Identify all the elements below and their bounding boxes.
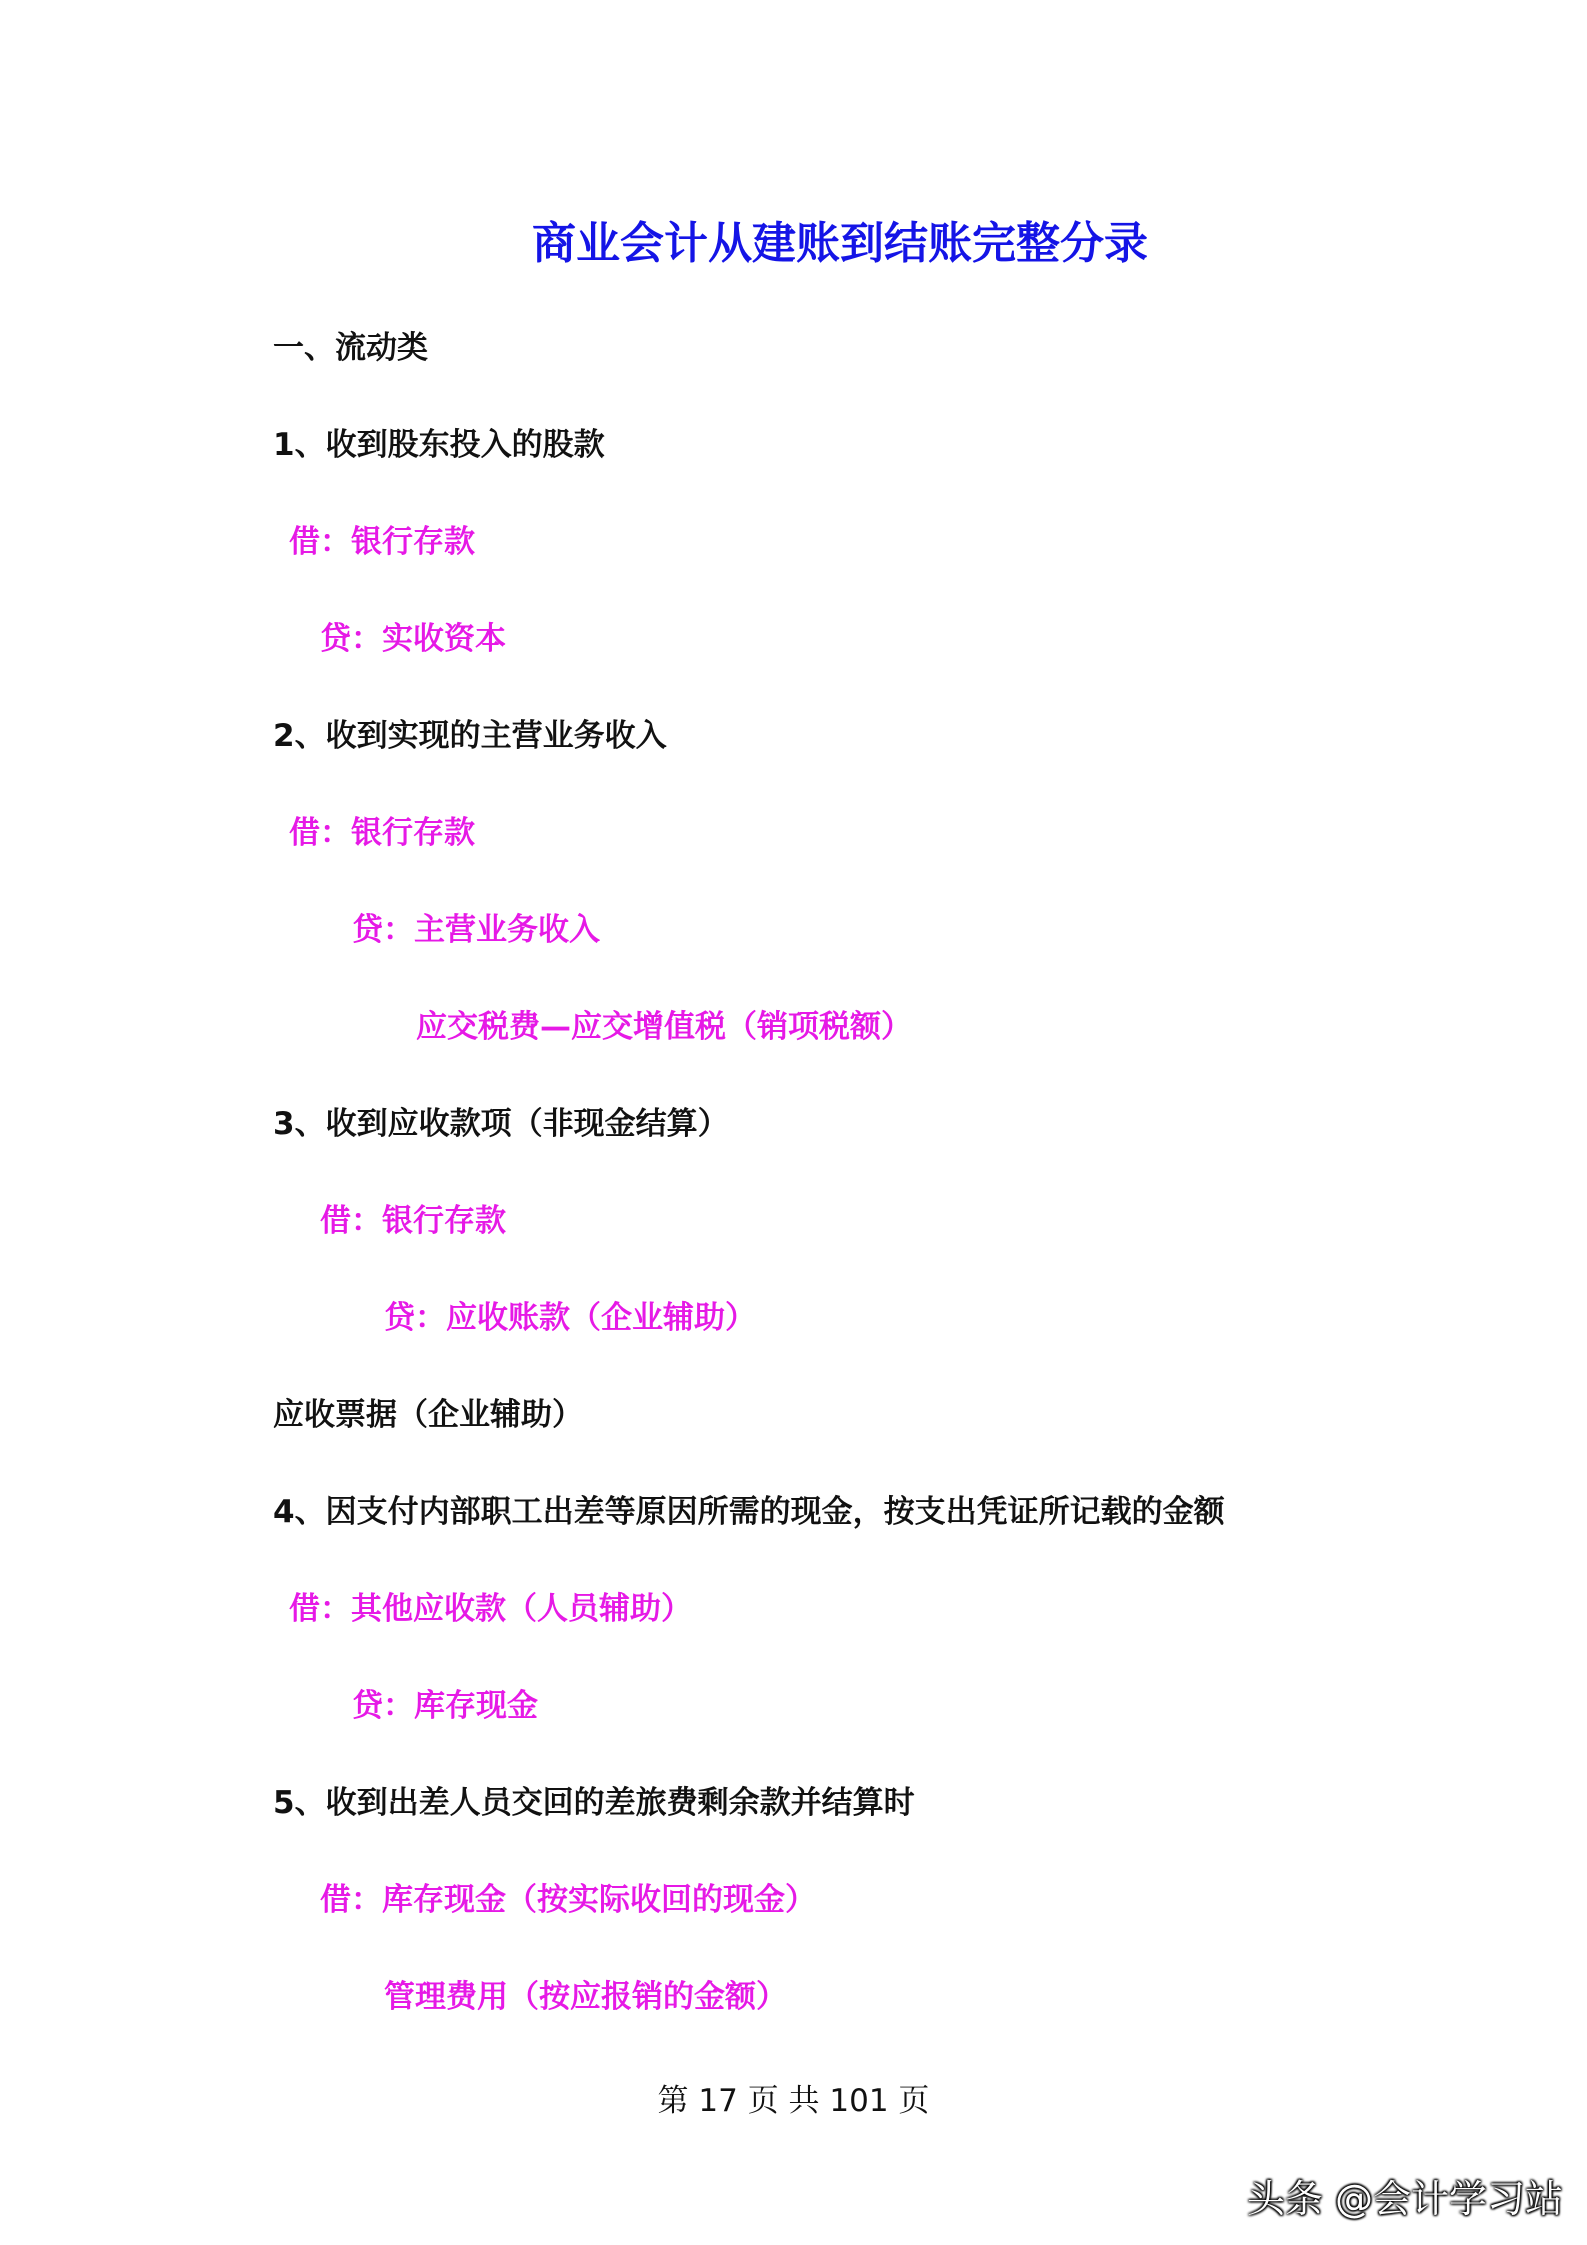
debit-entry: 借：银行存款 <box>289 524 475 560</box>
watermark: 头条 @会计学习站 <box>1246 2177 1563 2221</box>
page-number: 第 17 页 共 101 页 <box>657 2083 930 2119</box>
credit-entry-continued: 应交税费—应交增值税（销项税额） <box>416 1009 912 1045</box>
credit-entry: 贷：库存现金 <box>352 1688 538 1724</box>
item-heading-2: 2、收到实现的主营业务收入 <box>273 718 667 754</box>
item-heading-5: 5、收到出差人员交回的差旅费剩余款并结算时 <box>273 1785 915 1821</box>
item-heading-3: 3、收到应收款项（非现金结算） <box>273 1106 729 1142</box>
item-heading-4: 4、因支付内部职工出差等原因所需的现金，按支出凭证所记载的金额 <box>273 1494 1225 1530</box>
debit-entry: 借：银行存款 <box>320 1203 506 1239</box>
credit-entry: 贷：实收资本 <box>320 621 506 657</box>
plain-line: 应收票据（企业辅助） <box>273 1397 583 1433</box>
debit-entry: 借：银行存款 <box>289 815 475 851</box>
section-heading: 一、流动类 <box>273 330 428 366</box>
credit-entry: 贷：应收账款（企业辅助） <box>384 1300 756 1336</box>
debit-entry: 借：库存现金（按实际收回的现金） <box>320 1882 816 1918</box>
debit-entry: 借：其他应收款（人员辅助） <box>289 1591 692 1627</box>
debit-entry-continued: 管理费用（按应报销的金额） <box>384 1979 787 2015</box>
document-title: 商业会计从建账到结账完整分录 <box>532 218 1148 269</box>
credit-entry: 贷：主营业务收入 <box>352 912 600 948</box>
item-heading-1: 1、收到股东投入的股款 <box>273 427 605 463</box>
